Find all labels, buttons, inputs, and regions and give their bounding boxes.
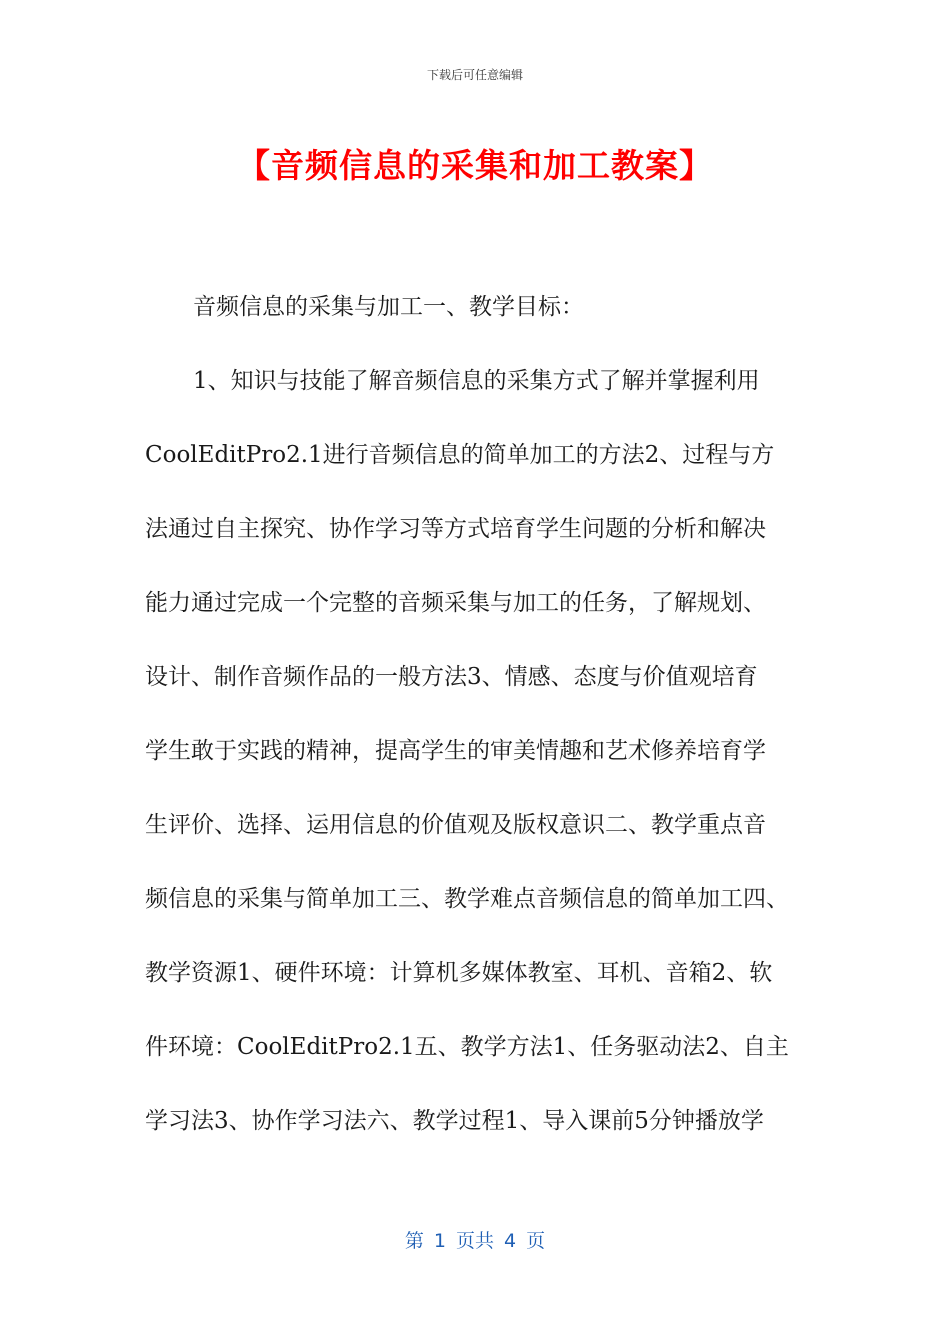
header-note: 下载后可任意编辑 <box>426 68 523 82</box>
body-line: 教学资源1、硬件环境：计算机多媒体教室、耳机、音箱2、软 <box>145 960 773 986</box>
body-line: 频信息的采集与简单加工三、教学难点音频信息的简单加工四、 <box>145 886 789 912</box>
body-line: 件环境：CoolEditPro2.1五、教学方法1、任务驱动法2、自主 <box>145 1034 789 1060</box>
body-line: 学生敢于实践的精神，提高学生的审美情趣和艺术修养培育学 <box>145 738 766 764</box>
page-footer <box>0 1226 950 1253</box>
body-line: CoolEditPro2.1进行音频信息的简单加工的方法2、过程与方 <box>145 442 775 468</box>
body-line: 法通过自主探究、协作学习等方式培育学生问题的分析和解决 <box>145 516 766 542</box>
body-line: 1、知识与技能了解音频信息的采集方式了解并掌握利用 <box>193 368 760 394</box>
page-number-label: 第 1 页共 4 页 <box>404 1230 546 1252</box>
document-body <box>145 270 815 1158</box>
document-title: 【音频信息的采集和加工教案】 <box>237 146 713 185</box>
body-line: 能力通过完成一个完整的音频采集与加工的任务，了解规划、 <box>145 590 766 616</box>
body-line: 学习法3、协作学习法六、教学过程1、导入课前5分钟播放学 <box>145 1108 764 1134</box>
body-line: 音频信息的采集与加工一、教学目标： <box>193 294 584 320</box>
body-line: 生评价、选择、运用信息的价值观及版权意识二、教学重点音 <box>145 812 766 838</box>
body-line: 设计、制作音频作品的一般方法3、情感、态度与价值观培育 <box>145 664 758 690</box>
